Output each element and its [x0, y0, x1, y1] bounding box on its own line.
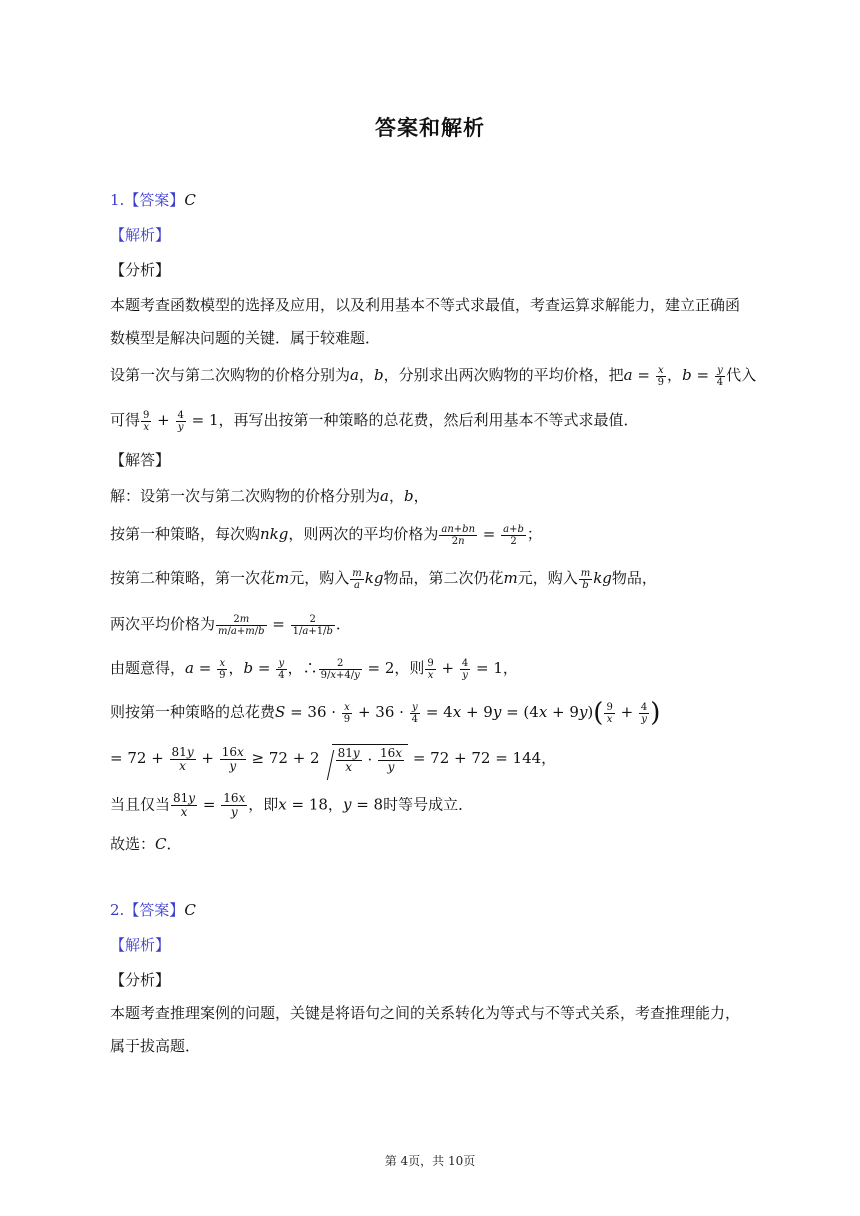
q1-jiexi-label: 【解析】 [110, 226, 171, 244]
text-span: ，分别求出两次购物的平均价格，把 [383, 366, 624, 384]
page-title: 答案和解析 [375, 116, 485, 140]
q1-answer-label: 1.【答案】 [110, 191, 185, 209]
q1-solution-line-1: 解：设第一次与第二次购物的价格分别为a，b， [110, 487, 429, 505]
text-span: ，则两次的平均价格为 [288, 525, 439, 543]
text-span: 按第一种策略，每次购 [110, 525, 261, 543]
q2-analysis-line-1: 本题考查推理案例的问题，关键是将语句之间的关系转化为等式与不等式关系，考查推理能力， [110, 1004, 741, 1022]
text-span: ，即 [248, 795, 279, 814]
text-span: 时等号成立． [383, 795, 474, 814]
q1-solution-line-3: 按第二种策略，第一次花m元，购入 $\frac{m}{a}$ kg物品，第二次仍花m元，购入 $\frac{m}{b}$ kg物品， [110, 567, 657, 591]
q1-jieda-label: 【解答】 [110, 451, 171, 469]
text-span: 按第二种策略，第一次花 [110, 569, 276, 587]
page-footer: 第 4页，共 10页 [384, 1154, 476, 1168]
q1-analysis-line-3: 设第一次与第二次购物的价格分别为a，b，分别求出两次购物的平均价格，把a = $\frac{x}{9}$ ，b = $\frac{y}{4}$ 代入 [110, 364, 757, 388]
q2-answer-value: C [184, 901, 196, 919]
text-span: 两次平均价格为 [110, 615, 216, 633]
q1-solution-line-9 [110, 832, 182, 856]
text-span: ，再写出按第一种策略的总花费，然后利用基本不等式求最值． [218, 411, 639, 429]
q1-solution-line-2: 按第一种策略，每次购nkg，则两次的平均价格为 $\frac{an+bn}{2n}$ = $\frac{a+b}{2}$ ； [110, 523, 542, 547]
text-span: 当且仅当 [110, 795, 171, 814]
q1-analysis-line-1: 本题考查函数模型的选择及应用，以及利用基本不等式求最值，考查运算求解能力，建立正确函 [110, 296, 741, 314]
text-span: ． [166, 835, 182, 853]
text-span: 元，购入 [289, 569, 350, 587]
q1-fenxi-label: 【分析】 [110, 261, 171, 279]
q1-solution-line-6: 则按第一种策略的总花费S = 36 · $\frac{x}{9}$ + 36 · $\frac{y}{4}$ = 4x + 9y = (4x + 9y)( $\frac{9}{x}$ + $\frac{4}{y}$ ) [110, 698, 661, 728]
text-span: 代入 [726, 366, 757, 384]
text-span: C [155, 835, 167, 853]
text-span: 元，购入 [517, 569, 578, 587]
q2-answer-label: 2.【答案】 [110, 901, 185, 919]
q2-answer-heading [110, 898, 196, 922]
q1-answer-heading [110, 188, 196, 212]
text-span: 则按第一种策略的总花费 [110, 703, 276, 721]
q1-analysis-line-4: 可得 $\frac{9}{x}$ + $\frac{4}{y}$ = 1，再写出按第一种策略的总花费，然后利用基本不等式求最值． [110, 409, 639, 433]
text-span: 由题意得， [110, 659, 186, 677]
q1-analysis-line-2: 数模型是解决问题的关键．属于较难题． [110, 329, 381, 347]
q1-solution-line-7: = 72 + $\frac{81y}{x}$ + $\frac{16x}{y}$ ≥ 72 + 2 $\frac{81y}{x}$ · $\frac{16x}{y}$ = 72 + 72 = 144， [110, 744, 557, 774]
text-span: 故选： [110, 835, 156, 853]
text-span: 物品， [611, 569, 657, 587]
q1-answer-value: C [184, 191, 196, 209]
q1-solution-line-4: 两次平均价格为 $\frac{2m}{m/a+m/b}$ = $\frac{2}{1/a+1/b}$ ． [110, 613, 351, 637]
q1-solution-line-5: 由题意得，a = $\frac{x}{9}$ ，b = $\frac{y}{4}$ ，∴ $\frac{2}{9/x+4/y}$ = 2，则 $\frac{9}{x}$ + $\frac{4}{y}$ = 1， [110, 657, 518, 681]
q2-fenxi-label: 【分析】 [110, 971, 171, 989]
text-span: ，则 [394, 659, 425, 677]
text-span: 解：设第一次与第二次购物的价格分别为 [110, 487, 381, 505]
text-span: 可得 [110, 411, 141, 429]
q2-analysis-line-2: 属于拔高题． [110, 1037, 201, 1055]
q1-solution-line-8: 当且仅当 $\frac{81y}{x}$ = $\frac{16x}{y}$ ，即x = 18，y = 8时等号成立． [110, 791, 474, 819]
q2-jiexi-label: 【解析】 [110, 936, 171, 954]
text-span: 设第一次与第二次购物的价格分别为 [110, 366, 351, 384]
text-span: 物品，第二次仍花 [383, 569, 504, 587]
